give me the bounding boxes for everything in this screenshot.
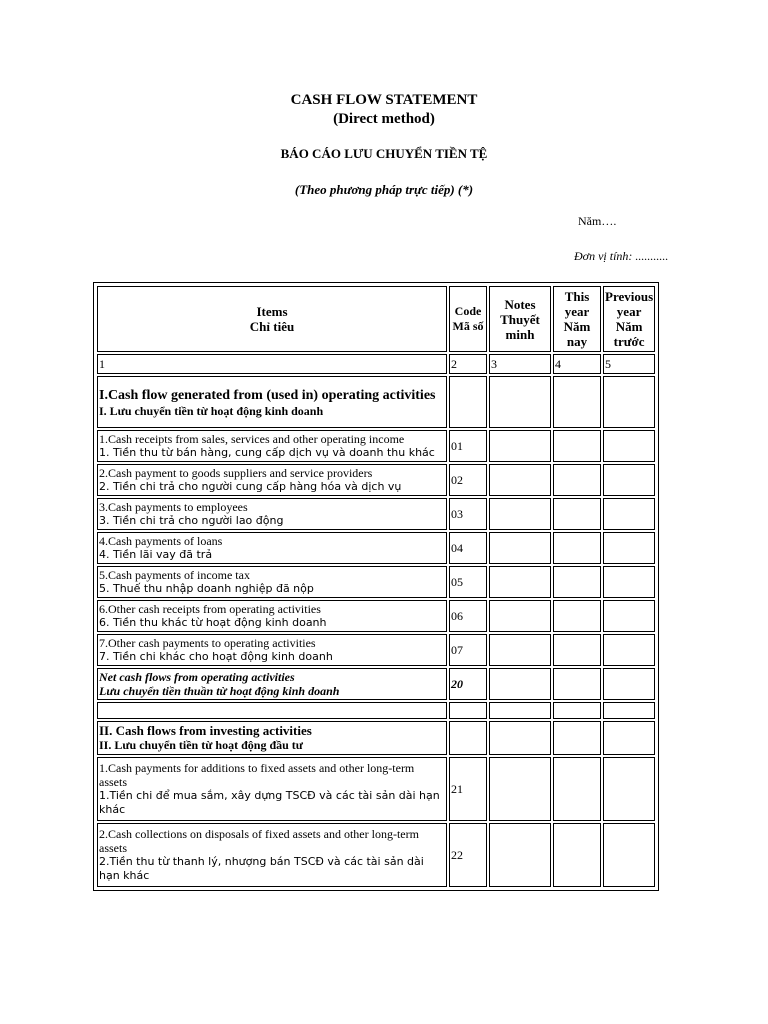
empty-cell [603, 823, 655, 887]
empty-cell [603, 721, 655, 755]
year-label: Năm…. [578, 214, 617, 228]
code-cell: 04 [449, 532, 487, 564]
empty-cell [489, 430, 551, 462]
item-cell: 3.Cash payments to employees 3. Tiền chi trả cho người lao động [97, 498, 447, 530]
header-row [97, 286, 655, 352]
empty-cell [553, 498, 601, 530]
section-investing [97, 721, 655, 755]
empty-cell [489, 464, 551, 496]
col-items: Items Chỉ tiêu [97, 286, 447, 352]
empty-cell [489, 532, 551, 564]
code-cell: 01 [449, 430, 487, 462]
empty-cell [489, 566, 551, 598]
empty-cell [603, 757, 655, 821]
title-vi: BÁO CÁO LƯU CHUYỂN TIỀN TỆ [280, 146, 488, 161]
empty-cell [553, 823, 601, 887]
col-this-year: This year Năm nay [553, 286, 601, 352]
item-cell: 5.Cash payments of income tax 5. Thuế thu nhập doanh nghiệp đã nộp [97, 566, 447, 598]
empty-cell [603, 464, 655, 496]
empty-cell [553, 430, 601, 462]
empty-cell [603, 702, 655, 719]
unit-label: Đơn vị tính: ........... [574, 249, 669, 263]
item-cell: 1.Cash payments for additions to fixed assets and other long-term assets 1.Tiền chi để mua sắm, xây dựng TSCĐ và các tài sản dài hạn khác [97, 757, 447, 821]
table-row [97, 823, 655, 887]
table-row [97, 600, 655, 632]
empty-cell [603, 668, 655, 700]
code-cell: 07 [449, 634, 487, 666]
table-row [97, 566, 655, 598]
table-row [97, 757, 655, 821]
code-cell: 03 [449, 498, 487, 530]
empty-cell [449, 376, 487, 428]
item-cell: 2.Cash payment to goods suppliers and service providers 2. Tiền chi trả cho người cung cấp hàng hóa và dịch vụ [97, 464, 447, 496]
empty-cell [553, 702, 601, 719]
code-cell: 02 [449, 464, 487, 496]
empty-cell [489, 376, 551, 428]
empty-cell [489, 668, 551, 700]
col-code: Code Mã số [449, 286, 487, 352]
empty-cell [553, 464, 601, 496]
net-cell: Net cash flows from operating activities Lưu chuyển tiền thuần từ hoạt động kinh doanh [97, 668, 447, 700]
empty-cell [603, 376, 655, 428]
code-cell: 21 [449, 757, 487, 821]
empty-cell [603, 532, 655, 564]
empty-cell [97, 702, 447, 719]
method-en: (Direct method) [333, 111, 435, 127]
empty-cell [553, 566, 601, 598]
index-cell: 1 [97, 354, 447, 374]
empty-cell [553, 532, 601, 564]
empty-cell [489, 823, 551, 887]
item-cell: 4.Cash payments of loans 4. Tiền lãi vay đã trả [97, 532, 447, 564]
empty-cell [489, 721, 551, 755]
item-cell: 7.Other cash payments to operating activities 7. Tiền chi khác cho hoạt động kinh doanh [97, 634, 447, 666]
table-row [97, 498, 655, 530]
empty-cell [553, 600, 601, 632]
index-row [97, 354, 655, 374]
empty-cell [603, 634, 655, 666]
empty-cell [553, 376, 601, 428]
empty-cell [489, 600, 551, 632]
index-cell: 2 [449, 354, 487, 374]
table-row [97, 464, 655, 496]
empty-cell [449, 721, 487, 755]
empty-cell [603, 566, 655, 598]
empty-cell [553, 757, 601, 821]
table-row [97, 532, 655, 564]
empty-cell [489, 702, 551, 719]
empty-cell [553, 668, 601, 700]
empty-cell [603, 498, 655, 530]
empty-cell [603, 430, 655, 462]
empty-cell [553, 721, 601, 755]
code-cell: 22 [449, 823, 487, 887]
item-cell: 2.Cash collections on disposals of fixed assets and other long-term assets 2.Tiền thu từ thanh lý, nhượng bán TSCĐ và các tài sản dài hạn khác [97, 823, 447, 887]
table-row [97, 634, 655, 666]
blank-row [97, 702, 655, 719]
net-code-cell: 20 [449, 668, 487, 700]
code-cell: 06 [449, 600, 487, 632]
item-cell: 1.Cash receipts from sales, services and other operating income 1. Tiền thu từ bán hàng, cung cấp dịch vụ và doanh thu khác [97, 430, 447, 462]
cash-flow-table [93, 282, 659, 891]
empty-cell [553, 634, 601, 666]
empty-cell [489, 634, 551, 666]
col-notes: Notes Thuyết minh [489, 286, 551, 352]
table-row [97, 430, 655, 462]
net-row-operating [97, 668, 655, 700]
section-title: II. Cash flows from investing activities II. Lưu chuyển tiền từ hoạt động đầu tư [97, 721, 447, 755]
section-operating [97, 376, 655, 428]
index-cell: 4 [553, 354, 601, 374]
item-cell: 6.Other cash receipts from operating activities 6. Tiền thu khác từ hoạt động kinh doanh [97, 600, 447, 632]
empty-cell [603, 600, 655, 632]
index-cell: 3 [489, 354, 551, 374]
code-cell: 05 [449, 566, 487, 598]
empty-cell [449, 702, 487, 719]
index-cell: 5 [603, 354, 655, 374]
empty-cell [489, 498, 551, 530]
method-vi: (Theo phương pháp trực tiếp) (*) [294, 182, 474, 197]
section-title: I.Cash flow generated from (used in) operating activities I. Lưu chuyển tiền từ hoạt động kinh doanh [97, 376, 447, 428]
empty-cell [489, 757, 551, 821]
title-en: CASH FLOW STATEMENT [290, 92, 478, 108]
col-previous-year: Previous year Năm trước [603, 286, 655, 352]
